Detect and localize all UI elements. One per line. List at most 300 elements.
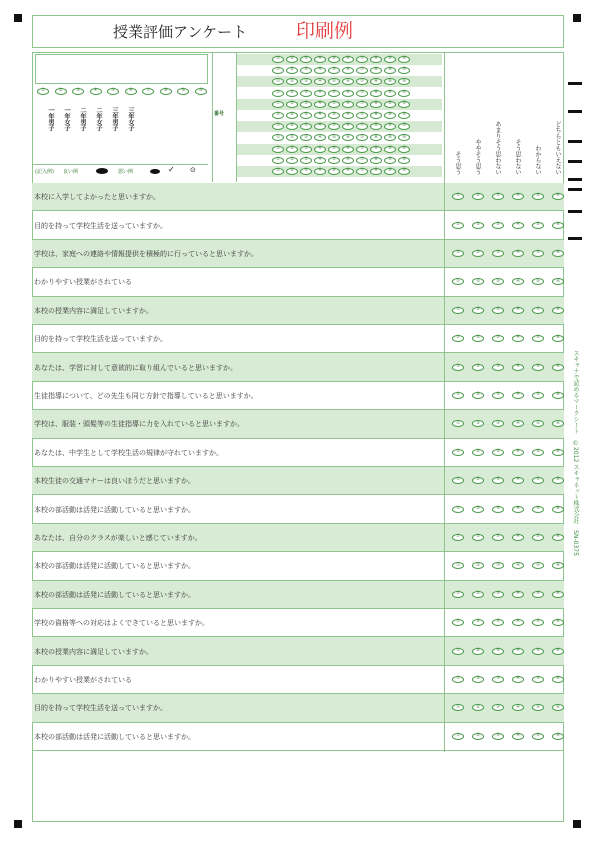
answer-bubble[interactable]: ①	[452, 733, 464, 740]
answer-bubble[interactable]: ③	[492, 193, 504, 200]
id-digit-bubble[interactable]: ⑦	[356, 112, 368, 119]
answer-bubble[interactable]: ①	[452, 222, 464, 229]
answer-bubble[interactable]: ⑤	[532, 591, 544, 598]
answer-bubble[interactable]: ④	[512, 477, 524, 484]
id-digit-bubble[interactable]: ①	[272, 123, 284, 130]
id-digit-bubble[interactable]: ③	[300, 168, 312, 175]
id-digit-bubble[interactable]: ②	[286, 168, 298, 175]
id-digit-bubble[interactable]: ①	[272, 157, 284, 164]
grade-label-row	[38, 107, 134, 131]
id-digit-bubble[interactable]: ⑤	[328, 168, 340, 175]
id-digit-bubble[interactable]: ⑧	[370, 134, 382, 141]
grade-bubble[interactable]: ②	[55, 88, 67, 95]
id-digit-bubble[interactable]: ⑧	[370, 112, 382, 119]
answer-bubble[interactable]: ④	[512, 222, 524, 229]
id-digit-bubble[interactable]: ⑧	[370, 123, 382, 130]
id-digit-bubble[interactable]: ⑤	[328, 157, 340, 164]
id-digit-bubble[interactable]: ①	[272, 168, 284, 175]
id-digit-bubble[interactable]: ⑦	[356, 157, 368, 164]
id-row	[237, 99, 442, 110]
id-digit-bubble[interactable]: ③	[300, 78, 312, 85]
id-digit-bubble[interactable]: ⑥	[342, 67, 354, 74]
answer-bubble[interactable]: ④	[512, 364, 524, 371]
answer-bubble[interactable]: ⑤	[532, 648, 544, 655]
title-box	[32, 15, 564, 48]
id-digit-bubble[interactable]: ⑧	[370, 146, 382, 153]
id-digit-bubble[interactable]: ⑨	[384, 90, 396, 97]
id-digit-bubble[interactable]: ③	[300, 157, 312, 164]
id-digit-bubble[interactable]: ⑩	[398, 78, 410, 85]
question-text: 本校の授業内容に満足していますか。	[34, 306, 153, 315]
answer-bubble[interactable]: ②	[472, 392, 484, 399]
answer-bubble[interactable]: ⑥	[552, 278, 564, 285]
answer-bubble[interactable]: ③	[492, 733, 504, 740]
id-digit-bubble[interactable]: ⑧	[370, 90, 382, 97]
answer-bubble[interactable]: ⑤	[532, 335, 544, 342]
answer-bubble[interactable]: ②	[472, 506, 484, 513]
grade-bubble[interactable]: ④	[90, 88, 102, 95]
grade-bubble[interactable]: ⑥	[125, 88, 137, 95]
id-digit-bubble[interactable]: ①	[272, 67, 284, 74]
grade-bubble[interactable]: ⑩	[195, 88, 207, 95]
answer-bubble[interactable]: ⑥	[552, 193, 564, 200]
answer-bubble[interactable]: ⑥	[552, 222, 564, 229]
answer-bubble[interactable]: ②	[472, 420, 484, 427]
grade-bubble[interactable]: ⑨	[177, 88, 189, 95]
question-text: あなたは、学習に対して意欲的に取り組んでいると思いますか。	[34, 363, 237, 372]
answer-bubble[interactable]: ⑥	[552, 307, 564, 314]
answer-bubble[interactable]: ⑥	[552, 477, 564, 484]
timing-mark	[568, 237, 582, 240]
answer-bubble[interactable]: ④	[512, 648, 524, 655]
answer-bubble[interactable]: ④	[512, 506, 524, 513]
id-digit-bubble[interactable]: ⑤	[328, 134, 340, 141]
question-row	[32, 325, 564, 353]
answer-bubble[interactable]: ③	[492, 278, 504, 285]
answer-bubble[interactable]: ④	[512, 250, 524, 257]
id-label: 番号	[214, 111, 225, 117]
answer-bubble[interactable]: ②	[472, 562, 484, 569]
answer-bubble[interactable]: ①	[452, 307, 464, 314]
answer-bubble[interactable]: ③	[492, 591, 504, 598]
bad-example-label: 悪い例	[118, 169, 134, 175]
id-digit-bubble[interactable]: ⑩	[398, 67, 410, 74]
grade-section	[32, 52, 212, 180]
answer-bubble[interactable]: ①	[452, 335, 464, 342]
answer-bubble[interactable]: ③	[492, 250, 504, 257]
answer-bubble[interactable]: ④	[512, 420, 524, 427]
answer-bubble[interactable]: ⑥	[552, 733, 564, 740]
answer-bubble[interactable]: ⑥	[552, 676, 564, 683]
id-digit-bubble[interactable]: ④	[314, 146, 326, 153]
answer-bubble[interactable]: ③	[492, 449, 504, 456]
id-digit-bubble[interactable]: ⑨	[384, 168, 396, 175]
answer-bubble[interactable]: ⑤	[532, 676, 544, 683]
answer-bubble[interactable]: ⑥	[552, 648, 564, 655]
id-digit-bubble[interactable]: ⑦	[356, 67, 368, 74]
answer-bubble[interactable]: ⑤	[532, 506, 544, 513]
answer-bubble[interactable]: ①	[452, 364, 464, 371]
bad-mark-icon	[150, 169, 160, 174]
answer-bubble[interactable]: ④	[512, 619, 524, 626]
id-digit-bubble[interactable]: ⑥	[342, 168, 354, 175]
grade-label: 二年男子	[79, 107, 86, 131]
answer-bubble[interactable]: ④	[512, 335, 524, 342]
answer-bubble[interactable]: ④	[512, 676, 524, 683]
scale-label: わからない	[534, 145, 541, 175]
id-digit-bubble[interactable]: ④	[314, 67, 326, 74]
id-digit-bubble[interactable]: ⑨	[384, 101, 396, 108]
answer-bubble[interactable]: ⑥	[552, 392, 564, 399]
grade-bubble-row	[37, 88, 207, 95]
id-digit-bubble[interactable]: ②	[286, 123, 298, 130]
id-digit-bubble[interactable]: ③	[300, 112, 312, 119]
question-text: 本校の授業内容に満足していますか。	[34, 647, 153, 656]
id-digit-bubble[interactable]: ⑩	[398, 146, 410, 153]
id-digit-bubble[interactable]: ⑩	[398, 134, 410, 141]
question-row	[32, 609, 564, 637]
id-digit-bubble[interactable]: ⑧	[370, 67, 382, 74]
answer-bubble[interactable]: ②	[472, 733, 484, 740]
id-digit-bubble[interactable]: ③	[300, 101, 312, 108]
answer-bubble[interactable]: ①	[452, 420, 464, 427]
question-row	[32, 240, 564, 268]
id-digit-bubble[interactable]: ⑤	[328, 146, 340, 153]
id-digit-bubble[interactable]: ⑦	[356, 168, 368, 175]
id-digit-bubble[interactable]: ②	[286, 67, 298, 74]
id-row	[237, 132, 442, 143]
id-digit-bubble[interactable]: ⑨	[384, 78, 396, 85]
id-digit-bubble[interactable]: ⑥	[342, 90, 354, 97]
id-digit-bubble[interactable]: ⑥	[342, 112, 354, 119]
answer-bubble[interactable]: ③	[492, 335, 504, 342]
scale-label: そう思う	[454, 151, 461, 175]
answer-bubble[interactable]: ⑥	[552, 250, 564, 257]
id-digit-bubble[interactable]: ⑦	[356, 146, 368, 153]
answer-bubble[interactable]: ④	[512, 392, 524, 399]
id-digit-bubble[interactable]: ②	[286, 78, 298, 85]
answer-bubble[interactable]: ④	[512, 307, 524, 314]
question-text: 本校の部活動は活発に活動していると思いますか。	[34, 590, 195, 599]
question-text: 目的を持って学校生活を送っていますか。	[34, 221, 167, 230]
answer-bubble[interactable]: ①	[452, 193, 464, 200]
answer-bubble[interactable]: ④	[512, 591, 524, 598]
answer-bubble[interactable]: ⑤	[532, 278, 544, 285]
answer-bubble[interactable]: ③	[492, 222, 504, 229]
id-digit-bubble[interactable]: ⑨	[384, 112, 396, 119]
id-digit-bubble[interactable]: ⑩	[398, 112, 410, 119]
id-digit-bubble[interactable]: ④	[314, 123, 326, 130]
answer-bubble[interactable]: ④	[512, 278, 524, 285]
question-text: 目的を持って学校生活を送っていますか。	[34, 335, 167, 344]
id-digit-bubble[interactable]: ⑩	[398, 56, 410, 63]
id-digit-bubble[interactable]: ⑦	[356, 90, 368, 97]
id-row	[237, 88, 442, 99]
answer-bubble[interactable]: ⑤	[532, 307, 544, 314]
id-row	[237, 65, 442, 76]
id-digit-bubble[interactable]: ①	[272, 112, 284, 119]
answer-bubble[interactable]: ②	[472, 307, 484, 314]
answer-bubble[interactable]: ①	[452, 477, 464, 484]
answer-bubble[interactable]: ⑤	[532, 222, 544, 229]
grade-label: 一年女子	[63, 107, 70, 131]
id-digit-bubble[interactable]: ⑩	[398, 90, 410, 97]
answer-bubble[interactable]: ⑤	[532, 193, 544, 200]
print-sample-stamp: 印刷例	[296, 20, 354, 42]
question-row	[32, 353, 564, 381]
question-text: あなたは、中学生として学校生活の規律が守れていますか。	[34, 448, 223, 457]
timing-mark	[568, 160, 582, 163]
id-digit-bubble[interactable]: ⑨	[384, 123, 396, 130]
answer-bubble[interactable]: ⑥	[552, 534, 564, 541]
answer-bubble[interactable]: ③	[492, 676, 504, 683]
id-digit-bubble[interactable]: ⑥	[342, 101, 354, 108]
answer-bubble[interactable]: ⑥	[552, 506, 564, 513]
scale-label: どちらともいえない	[554, 121, 561, 175]
question-text: あなたは、自分のクラスが楽しいと感じていますか。	[34, 533, 202, 542]
answer-bubble[interactable]: ②	[472, 477, 484, 484]
copyright-text: スキャナで読めるマークシート ©2012 スキャネット株式会社 SN-0375	[572, 350, 579, 556]
question-row	[32, 666, 564, 694]
answer-bubble[interactable]: ③	[492, 562, 504, 569]
registration-mark-bottom-right	[573, 820, 581, 828]
id-digit-bubble[interactable]: ⑨	[384, 67, 396, 74]
question-row	[32, 183, 564, 211]
grade-bubble[interactable]: ⑤	[107, 88, 119, 95]
question-row	[32, 581, 564, 609]
answer-bubble[interactable]: ③	[492, 364, 504, 371]
answer-bubble[interactable]: ⑤	[532, 619, 544, 626]
answer-bubble[interactable]: ①	[452, 250, 464, 257]
grade-label: 三年女子	[127, 107, 134, 131]
answer-bubble[interactable]: ③	[492, 506, 504, 513]
answer-bubble[interactable]: ①	[452, 619, 464, 626]
id-digit-bubble[interactable]: ⑥	[342, 146, 354, 153]
answer-bubble[interactable]: ②	[472, 534, 484, 541]
answer-bubble[interactable]: ⑤	[532, 733, 544, 740]
id-row	[237, 76, 442, 87]
id-digit-bubble[interactable]: ③	[300, 56, 312, 63]
id-digit-bubble[interactable]: ⑤	[328, 101, 340, 108]
id-digit-bubble[interactable]: ④	[314, 78, 326, 85]
answer-bubble[interactable]: ②	[472, 364, 484, 371]
id-digit-bubble[interactable]: ⑥	[342, 123, 354, 130]
timing-mark	[568, 210, 582, 213]
id-digit-bubble[interactable]: ⑥	[342, 56, 354, 63]
id-digit-bubble[interactable]: ④	[314, 112, 326, 119]
id-digit-bubble[interactable]: ⑦	[356, 134, 368, 141]
id-digit-bubble[interactable]: ③	[300, 67, 312, 74]
answer-bubble[interactable]: ②	[472, 676, 484, 683]
answer-bubble[interactable]: ⑤	[532, 392, 544, 399]
answer-bubble[interactable]: ④	[512, 534, 524, 541]
question-row	[32, 723, 564, 751]
id-digit-bubble[interactable]: ②	[286, 56, 298, 63]
id-digit-bubble[interactable]: ⑦	[356, 123, 368, 130]
answer-bubble[interactable]: ①	[452, 534, 464, 541]
answer-bubble[interactable]: ②	[472, 704, 484, 711]
id-digit-bubble[interactable]: ④	[314, 168, 326, 175]
id-digit-bubble[interactable]: ①	[272, 90, 284, 97]
grade-bubble[interactable]: ①	[37, 88, 49, 95]
id-digit-bubble[interactable]: ①	[272, 146, 284, 153]
grade-bubble[interactable]: ⑦	[142, 88, 154, 95]
answer-bubble[interactable]: ①	[452, 278, 464, 285]
answer-bubble[interactable]: ①	[452, 506, 464, 513]
id-digit-bubble[interactable]: ⑩	[398, 168, 410, 175]
id-digit-bubble[interactable]: ②	[286, 101, 298, 108]
answer-bubble[interactable]: ②	[472, 335, 484, 342]
id-digit-bubble[interactable]: ⑨	[384, 56, 396, 63]
question-text: 本校の部活動は活発に活動していると思いますか。	[34, 562, 195, 571]
id-digit-bubble[interactable]: ⑦	[356, 101, 368, 108]
answer-bubble[interactable]: ⑤	[532, 562, 544, 569]
answer-column-divider	[444, 52, 445, 752]
id-digit-bubble[interactable]: ②	[286, 146, 298, 153]
answer-bubble[interactable]: ⑤	[532, 534, 544, 541]
id-digit-bubble[interactable]: ⑤	[328, 56, 340, 63]
mark-example-label: (記入例)	[35, 169, 54, 175]
id-digit-bubble[interactable]: ⑨	[384, 146, 396, 153]
id-digit-bubble[interactable]: ⑨	[384, 157, 396, 164]
id-row	[237, 110, 442, 121]
answer-bubble[interactable]: ⑤	[532, 420, 544, 427]
mark-example	[32, 164, 208, 178]
id-digit-bubble[interactable]: ⑧	[370, 56, 382, 63]
answer-bubble[interactable]: ⑥	[552, 335, 564, 342]
id-digit-bubble[interactable]: ④	[314, 157, 326, 164]
answer-bubble[interactable]: ⑥	[552, 562, 564, 569]
id-digit-bubble[interactable]: ①	[272, 56, 284, 63]
answer-bubble[interactable]: ②	[472, 250, 484, 257]
registration-mark-top-left	[14, 14, 22, 22]
answer-bubble[interactable]: ②	[472, 591, 484, 598]
id-digit-bubble[interactable]: ⑧	[370, 101, 382, 108]
answer-bubble[interactable]: ①	[452, 676, 464, 683]
id-digit-bubble[interactable]: ②	[286, 157, 298, 164]
grade-label: 三年男子	[111, 107, 118, 131]
answer-bubble[interactable]: ⑥	[552, 449, 564, 456]
id-digit-bubble[interactable]: ⑤	[328, 112, 340, 119]
id-digit-bubble[interactable]: ④	[314, 101, 326, 108]
answer-bubble[interactable]: ①	[452, 648, 464, 655]
id-digit-bubble[interactable]: ⑨	[384, 134, 396, 141]
id-digit-bubble[interactable]: ⑥	[342, 78, 354, 85]
id-digit-bubble[interactable]: ⑩	[398, 101, 410, 108]
id-digit-bubble[interactable]: ⑥	[342, 134, 354, 141]
id-digit-bubble[interactable]: ②	[286, 90, 298, 97]
grade-bubble[interactable]: ③	[72, 88, 84, 95]
answer-bubble[interactable]: ②	[472, 222, 484, 229]
answer-bubble[interactable]: ④	[512, 562, 524, 569]
answer-bubble[interactable]: ③	[492, 534, 504, 541]
id-digit-bubble[interactable]: ⑤	[328, 90, 340, 97]
answer-bubble[interactable]: ③	[492, 392, 504, 399]
id-digit-bubble[interactable]: ⑦	[356, 78, 368, 85]
answer-bubble[interactable]: ④	[512, 704, 524, 711]
answer-bubble[interactable]: ③	[492, 420, 504, 427]
answer-bubble[interactable]: ③	[492, 477, 504, 484]
id-digit-bubble[interactable]: ⑩	[398, 157, 410, 164]
question-text: 本校生徒の交通マナーは良いほうだと思いますか。	[34, 477, 195, 486]
id-digit-bubble[interactable]: ⑥	[342, 157, 354, 164]
id-digit-bubble[interactable]: ③	[300, 123, 312, 130]
answer-bubble[interactable]: ②	[472, 193, 484, 200]
answer-bubble[interactable]: ④	[512, 193, 524, 200]
registration-mark-bottom-left	[14, 820, 22, 828]
id-label-column	[212, 52, 237, 182]
id-digit-bubble[interactable]: ⑤	[328, 123, 340, 130]
answer-bubble[interactable]: ④	[512, 449, 524, 456]
id-digit-bubble[interactable]: ④	[314, 90, 326, 97]
id-digit-bubble[interactable]: ③	[300, 146, 312, 153]
answer-bubble[interactable]: ⑥	[552, 364, 564, 371]
answer-bubble[interactable]: ③	[492, 619, 504, 626]
question-row	[32, 467, 564, 495]
id-digit-bubble[interactable]: ②	[286, 112, 298, 119]
question-row	[32, 694, 564, 722]
answer-bubble[interactable]: ①	[452, 704, 464, 711]
scale-label: そう思わない	[514, 139, 521, 175]
good-mark-icon	[96, 168, 108, 174]
answer-bubble[interactable]: ⑤	[532, 250, 544, 257]
answer-bubble[interactable]: ②	[472, 619, 484, 626]
answer-bubble[interactable]: ⑥	[552, 619, 564, 626]
answer-bubble[interactable]: ②	[472, 648, 484, 655]
answer-bubble[interactable]: ②	[472, 449, 484, 456]
id-digit-bubble[interactable]: ①	[272, 134, 284, 141]
answer-bubble[interactable]: ⑤	[532, 704, 544, 711]
id-digit-bubble[interactable]: ③	[300, 90, 312, 97]
answer-bubble[interactable]: ⑤	[532, 449, 544, 456]
id-digit-bubble[interactable]: ①	[272, 101, 284, 108]
answer-bubble[interactable]: ①	[452, 591, 464, 598]
id-digit-bubble[interactable]: ①	[272, 78, 284, 85]
id-digit-bubble[interactable]: ④	[314, 134, 326, 141]
id-digit-bubble[interactable]: ②	[286, 134, 298, 141]
id-digit-bubble[interactable]: ⑧	[370, 157, 382, 164]
answer-bubble[interactable]: ⑤	[532, 364, 544, 371]
answer-bubble[interactable]: ③	[492, 648, 504, 655]
id-row	[237, 155, 442, 166]
answer-bubble[interactable]: ②	[472, 278, 484, 285]
id-digit-bubble[interactable]: ⑧	[370, 78, 382, 85]
question-text: 学校は、服装・頭髪等の生徒指導に力を入れていると思いますか。	[34, 420, 244, 429]
id-digit-bubble[interactable]: ④	[314, 56, 326, 63]
answer-bubble[interactable]: ⑤	[532, 477, 544, 484]
answer-bubble[interactable]: ⑥	[552, 704, 564, 711]
answer-bubble[interactable]: ①	[452, 449, 464, 456]
answer-bubble[interactable]: ⑥	[552, 420, 564, 427]
id-digit-bubble[interactable]: ⑤	[328, 67, 340, 74]
answer-bubble[interactable]: ④	[512, 733, 524, 740]
id-digit-bubble[interactable]: ⑦	[356, 56, 368, 63]
id-digit-bubble[interactable]: ⑩	[398, 123, 410, 130]
id-digit-bubble[interactable]: ⑧	[370, 168, 382, 175]
timing-mark	[568, 140, 582, 143]
answer-bubble[interactable]: ①	[452, 562, 464, 569]
answer-bubble[interactable]: ③	[492, 704, 504, 711]
answer-bubble[interactable]: ⑥	[552, 591, 564, 598]
answer-bubble[interactable]: ③	[492, 307, 504, 314]
dot-mark-icon: ⊙	[190, 166, 196, 174]
id-digit-bubble[interactable]: ③	[300, 134, 312, 141]
id-row	[237, 121, 442, 132]
answer-bubble[interactable]: ①	[452, 392, 464, 399]
id-digit-bubble[interactable]: ⑤	[328, 78, 340, 85]
timing-mark	[568, 178, 582, 181]
grade-bubble[interactable]: ⑧	[160, 88, 172, 95]
